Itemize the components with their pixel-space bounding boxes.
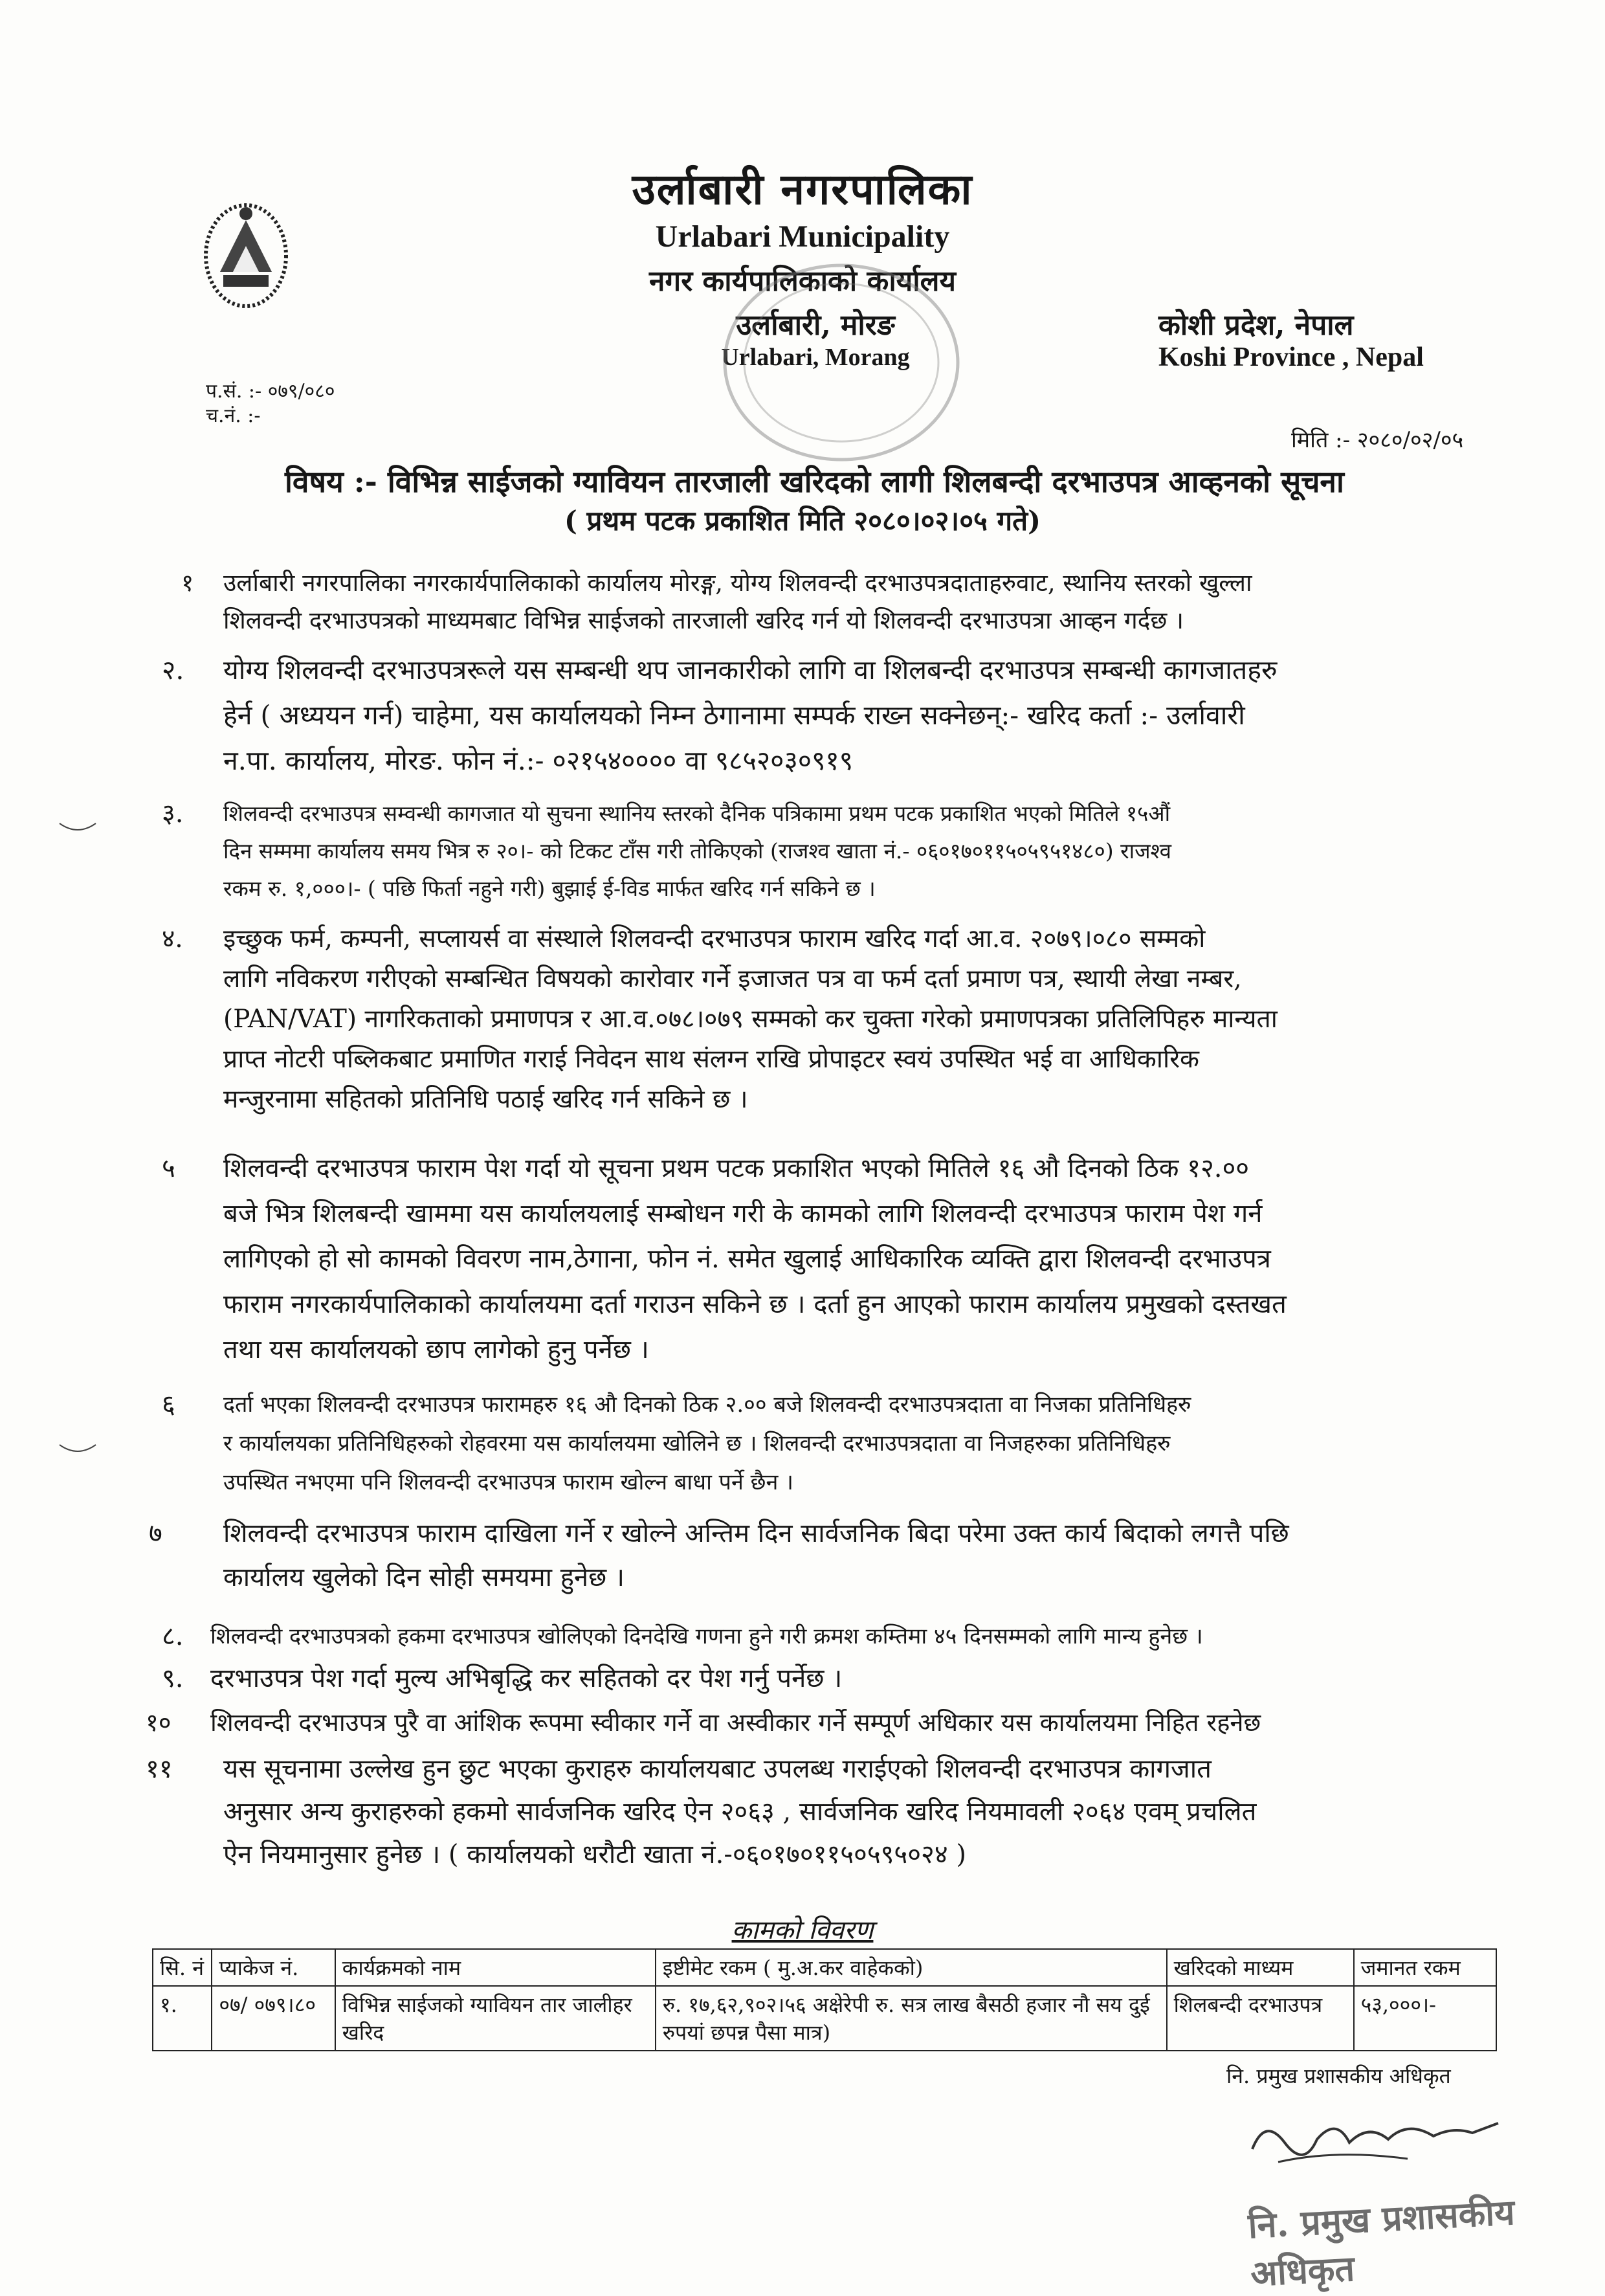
notice-paragraph xyxy=(162,1617,1569,1656)
paragraph-line: अनुसार अन्य कुराहरुको हकमो सार्वजनिक खरिद ऐन २०६३ , सार्वजनिक खरिद नियमावली २०६४ एवम् प्रचलित xyxy=(223,1797,1257,1827)
notice-paragraph xyxy=(162,795,1582,908)
notice-paragraph xyxy=(149,1511,1582,1599)
paragraph-line: उर्लाबारी नगरपालिका नगरकार्यपालिकाको कार्यालय मोरङ्ग, योग्य शिलवन्दी दरभाउपत्रदाताहरुवाट, स्थानिय स्तरको खुल्ला xyxy=(223,569,1252,597)
paragraph-number: ६ xyxy=(162,1390,175,1420)
table-cell: ५३,०००।- xyxy=(1354,1986,1496,2051)
paragraph-line: दिन सम्ममा कार्यालय समय भित्र रु २०।- को टिकट टाँस गरी तोकिएको (राजश्व खाता नं.- ०६०१७०११५०५९५१४८०) राजश्व xyxy=(223,838,1172,864)
paragraph-line: न.पा. कार्यालय, मोरङ. फोन नं.:- ०२१५४०००० वा ९८५२०३०९१९ xyxy=(223,745,854,776)
paragraph-line: तथा यस कार्यालयको छाप लागेको हुनु पर्नेछ । xyxy=(223,1335,649,1365)
table-cell: रु. १७,६२,९०२।५६ अक्षेरेपी रु. सत्र लाख बैसठी हजार नौ सय दुई रुपयां छपन्न पैसा मात्र) xyxy=(656,1986,1167,2051)
paragraph-line: लागिएको हो सो कामको विवरण नाम,ठेगाना, फोन नं. समेत खुलाई आधिकारिक व्यक्ति द्वारा शिलवन्दी दरभाउपत्र xyxy=(223,1244,1271,1274)
officer-title: नि. प्रमुख प्रशासकीय अधिकृत xyxy=(1226,2064,1451,2088)
notice-paragraph xyxy=(146,1702,1569,1743)
table-header-cell: इष्टीमेट रकम ( मु.अ.कर वाहेकको) xyxy=(656,1949,1167,1986)
officer-stamp: नि. प्रमुख प्रशासकीय अधिकृत xyxy=(1246,2190,1516,2295)
reference-number: प.सं. :- ०७९/०८० xyxy=(206,380,335,403)
punch-mark-icon xyxy=(58,1442,97,1455)
notice-paragraph xyxy=(162,647,1582,783)
notice-date: मिति :- २०८०/०२/०५ xyxy=(1291,427,1464,453)
province-np: कोशी प्रदेश, नेपाल xyxy=(1158,309,1354,342)
notice-paragraph xyxy=(162,1146,1582,1372)
table-cell: शिलबन्दी दरभाउपत्र xyxy=(1167,1986,1354,2051)
paragraph-line: र कार्यालयका प्रतिनिधिहरुको रोहवरमा यस कार्यालयमा खोलिने छ । शिलवन्दी दरभाउपत्रदाता वा निजहरुका प्रतिनिधिहरु xyxy=(223,1431,1171,1456)
table-header-cell: खरिदको माध्यम xyxy=(1167,1949,1354,1986)
paragraph-number: १० xyxy=(146,1708,172,1737)
paragraph-number: ३. xyxy=(162,799,184,829)
paragraph-line: शिलवन्दी दरभाउपत्र पुरै वा आंशिक रूपमा स्वीकार गर्ने वा अस्वीकार गर्ने सम्पूर्ण अधिकार यस कार्यालयमा निहित रहनेछ xyxy=(210,1708,1261,1737)
municipality-title-np: उर्लाबारी नगरपालिका xyxy=(632,164,973,214)
paragraph-line: शिलवन्दी दरभाउपत्रको माध्यमबाट विभिन्न साईजको तारजाली खरिद गर्न यो शिलवन्दी दरभाउपत्रा आव्हन गर्दछ । xyxy=(223,607,1184,634)
paragraph-line: फाराम नगरकार्यपालिकाको कार्यालयमा दर्ता गराउन सकिने छ । दर्ता हुन आएको फाराम कार्यालय प्रमुखको दस्तखत xyxy=(223,1289,1287,1319)
place-np: उर्लाबारी, मोरङ xyxy=(736,309,895,342)
paragraph-line: लागि नविकरण गरीएको सम्बन्धित विषयको कारोवार गर्ने इजाजत पत्र वा फर्म दर्ता प्रमाण पत्र, स्थायी लेखा नम्बर, xyxy=(223,964,1242,994)
paragraph-line: शिलवन्दी दरभाउपत्र फाराम दाखिला गर्ने र खोल्ने अन्तिम दिन सार्वजनिक बिदा परेमा उक्त कार्य बिदाको लगत्तै पछि xyxy=(223,1519,1289,1548)
province-en: Koshi Province , Nepal xyxy=(1158,342,1424,372)
paragraph-number: ८. xyxy=(162,1622,184,1651)
table-header-cell: सि. नं xyxy=(153,1949,212,1986)
table-header-cell: जमानत रकम xyxy=(1354,1949,1496,1986)
paragraph-line: रकम रु. १,०००।- ( पछि फिर्ता नहुने गरी) बुझाई ई-विड मार्फत खरिद गर्न सकिने छ । xyxy=(223,876,876,901)
paragraph-line: ऐन नियमानुसार हुनेछ । ( कार्यालयको धरौटी खाता नं.-०६०१७०११५०५९५०२४ ) xyxy=(223,1840,966,1869)
paragraph-line: इच्छुक फर्म, कम्पनी, सप्लायर्स वा संस्थाले शिलवन्दी दरभाउपत्र फाराम खरिद गर्दा आ.व. २०७९।०८० सम्मको xyxy=(223,924,1206,953)
notice-subject: विषय :- विभिन्न साईजको ग्यावियन तारजाली खरिदको लागी शिलबन्दी दरभाउपत्र आव्हनको सूचना xyxy=(285,464,1344,499)
work-table-caption: कामको विवरण xyxy=(731,1915,874,1945)
paragraph-line: कार्यालय खुलेको दिन सोही समयमा हुनेछ । xyxy=(223,1563,625,1592)
paragraph-number: ५ xyxy=(162,1154,175,1183)
dispatch-number: च.नं. :- xyxy=(206,405,261,427)
table-row xyxy=(153,1986,1496,2051)
paragraph-line: बजे भित्र शिलबन्दी खाममा यस कार्यालयलाई सम्बोधन गरी के कामको लागि शिलवन्दी दरभाउपत्र फाराम पेश गर्न xyxy=(223,1199,1263,1229)
handwritten-signature xyxy=(1239,2104,1511,2181)
work-details-table xyxy=(152,1948,1497,2051)
table-header-cell: प्याकेज नं. xyxy=(212,1949,335,1986)
paragraph-number: १ xyxy=(181,569,194,597)
paragraph-line: योग्य शिलवन्दी दरभाउपत्ररूले यस सम्बन्धी थप जानकारीको लागि वा शिलबन्दी दरभाउपत्र सम्बन्धी कागजातहरु xyxy=(223,654,1278,685)
paragraph-number: २. xyxy=(162,654,184,685)
notice-paragraph xyxy=(146,1748,1582,1876)
paragraph-line: शिलवन्दी दरभाउपत्र सम्वन्धी कागजात यो सुचना स्थानिय स्तरको दैनिक पत्रिकामा प्रथम पटक प्रकाशित भएको मितिले १५औं xyxy=(223,801,1171,826)
notice-paragraph xyxy=(162,919,1582,1120)
paragraph-line: हेर्न ( अध्ययन गर्न) चाहेमा, यस कार्यालयको निम्न ठेगानामा सम्पर्क राख्न सक्नेछन्:- खरिद कर्ता :- उर्लावारी xyxy=(223,700,1245,731)
table-cell: १. xyxy=(153,1986,212,2051)
table-cell: विभिन्न साईजको ग्यावियन तार जालीहर खरिद xyxy=(335,1986,656,2051)
municipality-title-en: Urlabari Municipality xyxy=(655,219,950,254)
paragraph-line: (PAN/VAT) नागरिकताको प्रमाणपत्र र आ.व.०७८।०७९ सम्मको कर चुक्ता गरेको प्रमाणपत्रका प्रतिलिपिहरु मान्यता xyxy=(223,1005,1278,1034)
paragraph-line: प्राप्त नोटरी पब्लिकबाट प्रमाणित गराई निवेदन साथ संलग्न राखि प्रोपाइटर स्वयं उपस्थित भई वा आधिकारिक xyxy=(223,1045,1199,1074)
paragraph-line: शिलवन्दी दरभाउपत्र फाराम पेश गर्दा यो सूचना प्रथम पटक प्रकाशित भएको मितिले १६ औ दिनको ठिक १२.०० xyxy=(223,1154,1250,1183)
paragraph-line: उपस्थित नभएमा पनि शिलवन्दी दरभाउपत्र फाराम खोल्न बाधा पर्ने छैन । xyxy=(223,1469,794,1495)
paragraph-number: ११ xyxy=(146,1754,173,1784)
office-seal-stamp xyxy=(718,259,964,466)
office-name: नगर कार्यपालिकाको कार्यालय xyxy=(649,265,956,298)
paragraph-number: ९. xyxy=(162,1664,184,1693)
paragraph-number: ७ xyxy=(149,1519,162,1548)
notice-paragraph xyxy=(162,564,1582,640)
place-en: Urlabari, Morang xyxy=(721,344,910,371)
punch-mark-icon xyxy=(58,821,97,834)
paragraph-number: ४. xyxy=(162,924,183,953)
table-cell: ०७/ ०७९।८० xyxy=(212,1986,335,2051)
paragraph-line: दर्ता भएका शिलवन्दी दरभाउपत्र फारामहरु १६ औ दिनको ठिक २.०० बजे शिलवन्दी दरभाउपत्रदाता वा निजका प्रतिनिधिहरु xyxy=(223,1392,1191,1418)
paragraph-line: शिलवन्दी दरभाउपत्रको हकमा दरभाउपत्र खोलिएको दिनदेखि गणना हुने गरी क्रमश कम्तिमा ४५ दिनसम्मको लागि मान्य हुनेछ । xyxy=(210,1623,1203,1649)
paragraph-line: मन्जुरनामा सहितको प्रतिनिधि पठाई खरिद गर्न सकिने छ । xyxy=(223,1085,748,1114)
table-header-row xyxy=(153,1949,1496,1986)
paragraph-line: यस सूचनामा उल्लेख हुन छुट भएका कुराहरु कार्यालयबाट उपलब्ध गराईएको शिलवन्दी दरभाउपत्र कागजात xyxy=(223,1754,1212,1784)
notice-subject-publication: ( प्रथम पटक प्रकाशित मिति २०८०।०२।०५ गते) xyxy=(564,505,1041,537)
paragraph-line: दरभाउपत्र पेश गर्दा मुल्य अभिबृद्धि कर सहितको दर पेश गर्नु पर्नेछ । xyxy=(210,1664,843,1693)
notice-paragraph xyxy=(162,1385,1582,1502)
notice-paragraph xyxy=(162,1658,1569,1699)
table-header-cell: कार्यक्रमको नाम xyxy=(335,1949,656,1986)
